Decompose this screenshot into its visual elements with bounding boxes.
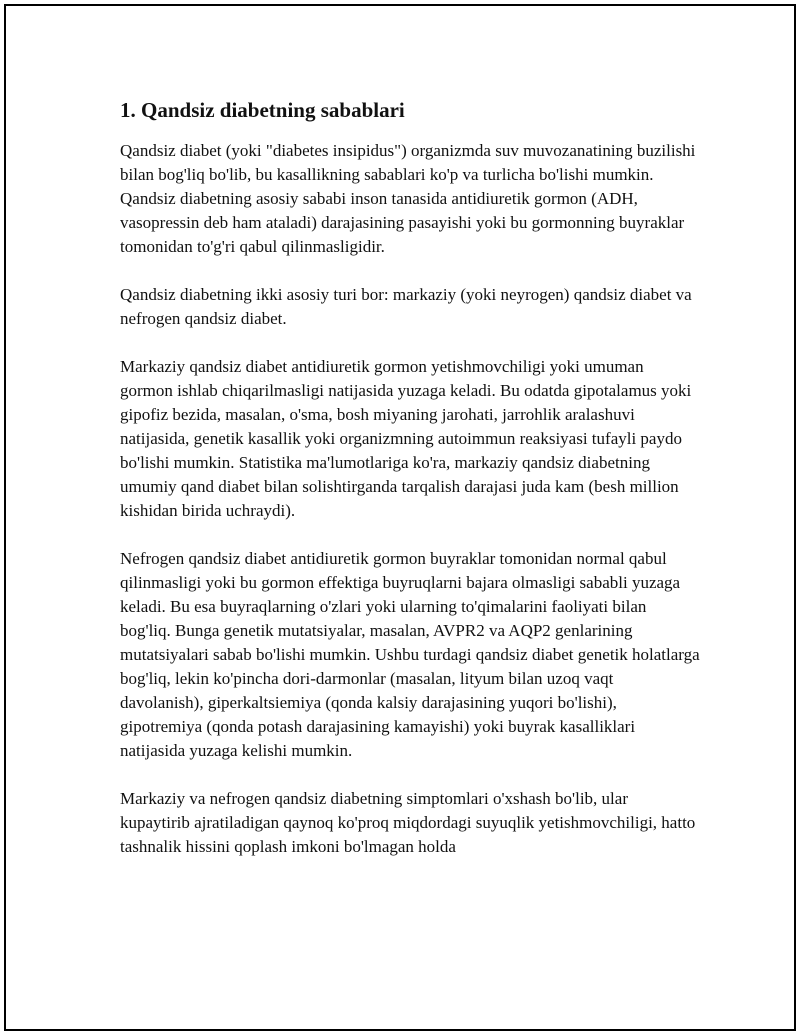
paragraph-central-diabetes: Markaziy qandsiz diabet antidiuretik gormon yetishmovchiligi yoki umuman gormon ishlab chiqarilmasligi natijasida yuzaga keladi. Bu odatda gipotalamus yoki gipofiz bezida, masalan, o'sma, bosh miyaning jarohati, jarrohlik aralashuvi natijasida, genetik kasallik yoki organizmning autoimmun reaksiyasi tufayli paydo bo'lishi mumkin. Statistika ma'lumotlariga ko'ra, markaziy qandsiz diabetning umumiy qand diabet bilan solishtirganda tarqalish darajasi juda kam (besh million kishidan birida uchraydi).: [120, 357, 692, 520]
document-body: [120, 96, 700, 883]
document-page: [4, 4, 796, 1031]
paragraph-two-types: Qandsiz diabetning ikki asosiy turi bor: markaziy (yoki neyrogen) qandsiz diabet va nefrogen qandsiz diabet.: [120, 285, 692, 328]
paragraph-nephrogenic-diabetes: Nefrogen qandsiz diabet antidiuretik gormon buyraklar tomonidan normal qabul qilinmasligi yoki bu gormon effektiga buyruqlarni bajara olmasligi sababli yuzaga keladi. Bu esa buyraqlarning o'zlari yoki ularning to'qimalarini faoliyati bilan bog'liq. Bunga genetik mutatsiyalar, masalan, AVPR2 va AQP2 genlarining mutatsiyalari sabab bo'lishi mumkin. Ushbu turdagi qandsiz diabet genetik holatlarga bog'liq, lekin ko'pincha dori-darmonlar (masalan, lityum bilan uzoq vaqt davolanish), giperkaltsiemiya (qonda kalsiy darajasining yuqori bo'lishi), gipotremiya (qonda potash darajasining kamayishi) yoki buyrak kasalliklari natijasida yuzaga kelishi mumkin.: [120, 549, 700, 760]
paragraph-causes-intro: Qandsiz diabet (yoki "diabetes insipidus") organizmda suv muvozanatining buzilishi bilan bog'liq bo'lib, bu kasallikning sabablari ko'p va turlicha bo'lishi mumkin. Qandsiz diabetning asosiy sababi inson tanasida antidiuretik gormon (ADH, vasopressin deb ham ataladi) darajasining pasayishi yoki bu gormonning buyraklar tomonidan to'g'ri qabul qilinmasligidir.: [120, 141, 696, 256]
paragraph-symptoms: Markaziy va nefrogen qandsiz diabetning simptomlari o'xshash bo'lib, ular kupaytirib ajratiladigan qaynoq ko'proq miqdordagi suyuqlik yetishmovchiligi, hatto tashnalik hissini qoplash imkoni bo'lmagan holda: [120, 789, 696, 856]
section-heading: 1. Qandsiz diabetning sabablari: [120, 98, 405, 122]
